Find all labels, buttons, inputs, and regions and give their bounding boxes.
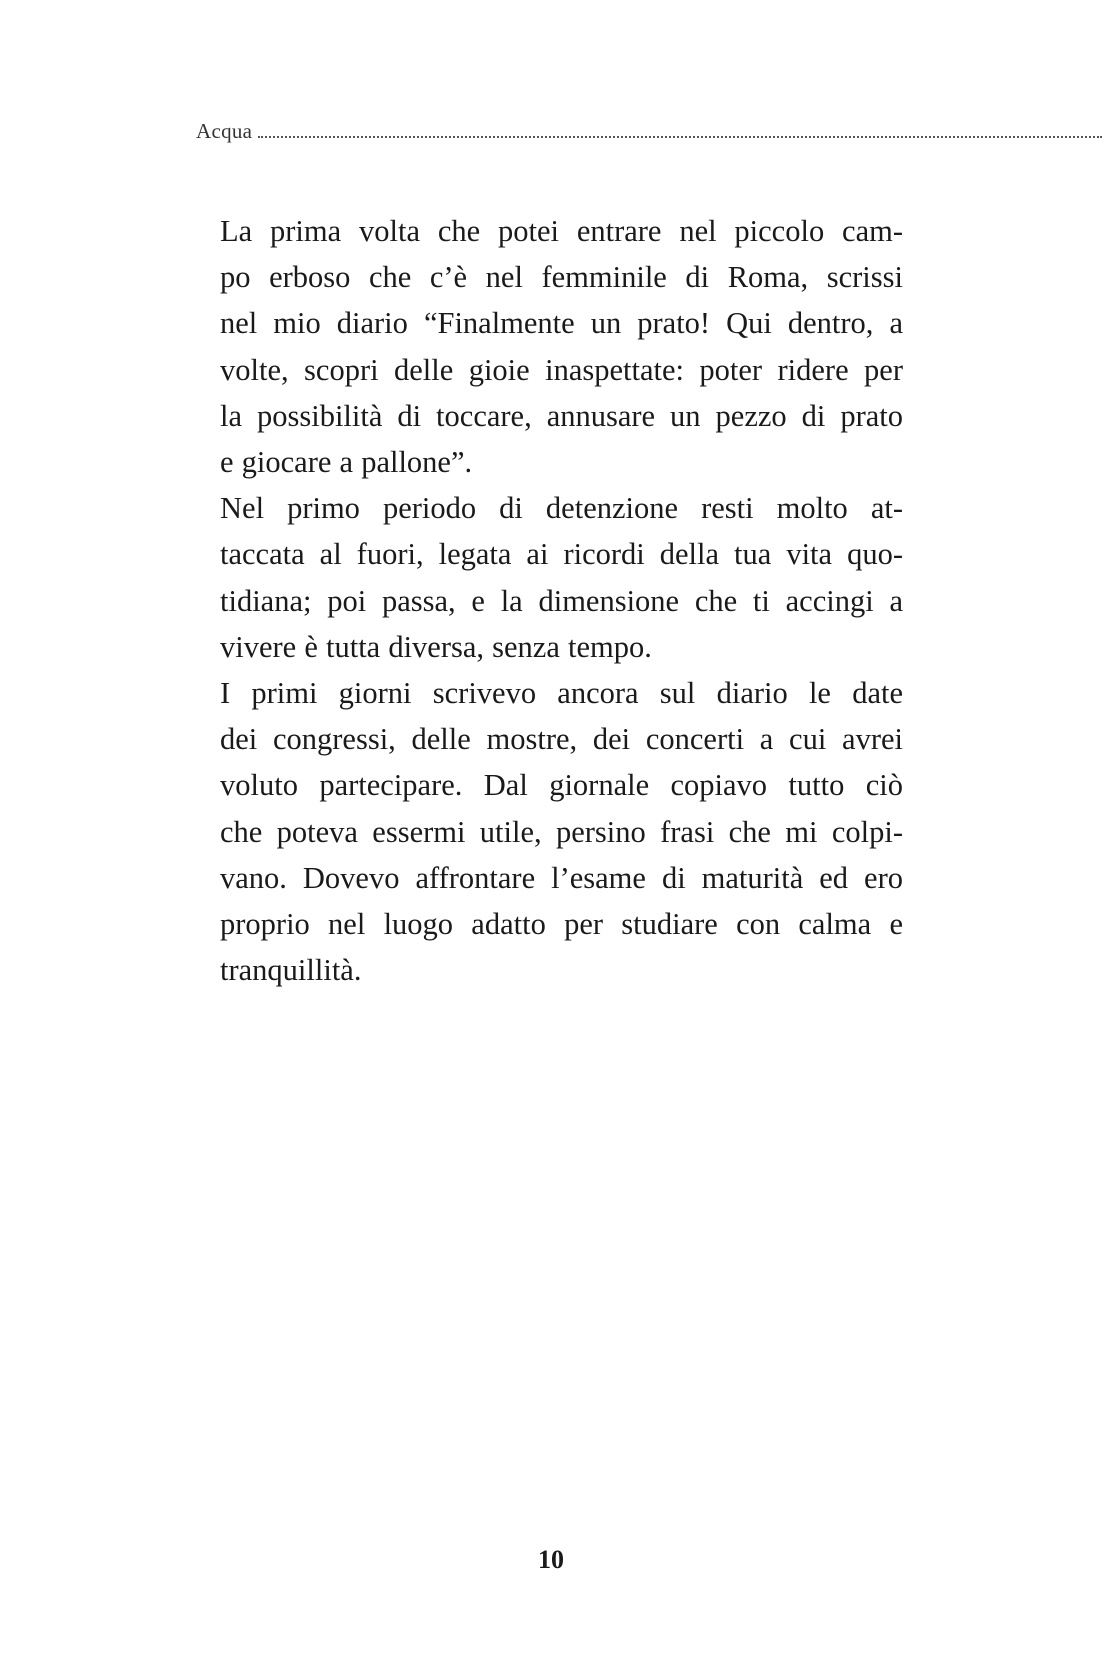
text-line: tranquillità. <box>220 953 362 988</box>
running-head <box>196 112 1102 142</box>
text-line: che poteva essermi utile, persino frasi che mi colpi- <box>220 814 903 849</box>
text-line: proprio nel luogo adatto per studiare con calma e <box>220 907 903 942</box>
text-line: I primi giorni scrivevo ancora sul diario le date <box>220 676 903 711</box>
text-line: La prima volta che potei entrare nel piccolo cam- <box>220 214 903 248</box>
running-head-title: Acqua <box>196 119 253 143</box>
paragraph-2 <box>196 485 903 670</box>
text-line: voluto partecipare. Dal giornale copiavo tutto ciò <box>220 768 903 803</box>
text-line: nel mio diario “Finalmente un prato! Qui dentro, a <box>220 306 903 341</box>
paragraph-1 <box>196 208 903 485</box>
page-number: 10 <box>538 1545 564 1574</box>
text-line: vano. Dovevo affrontare l’esame di maturità ed ero <box>220 860 903 895</box>
body-text <box>196 208 903 993</box>
dotted-leader-rule <box>258 136 1102 138</box>
text-line: vivere è tutta diversa, senza tempo. <box>220 629 652 664</box>
text-line: po erboso che c’è nel femminile di Roma, scrissi <box>220 260 903 295</box>
text-line: Nel primo periodo di detenzione resti molto at- <box>220 491 903 526</box>
text-line: e giocare a pallone”. <box>220 445 473 480</box>
text-line: la possibilità di toccare, annusare un pezzo di prato <box>220 398 903 433</box>
paragraph-3 <box>196 670 903 993</box>
text-line: taccata al fuori, legata ai ricordi della tua vita quo- <box>220 537 903 572</box>
text-line: tidiana; poi passa, e la dimensione che ti accingi a <box>220 583 903 618</box>
text-line: volte, scopri delle gioie inaspettate: poter ridere per <box>220 352 903 387</box>
text-line: dei congressi, delle mostre, dei concerti a cui avrei <box>220 722 903 757</box>
